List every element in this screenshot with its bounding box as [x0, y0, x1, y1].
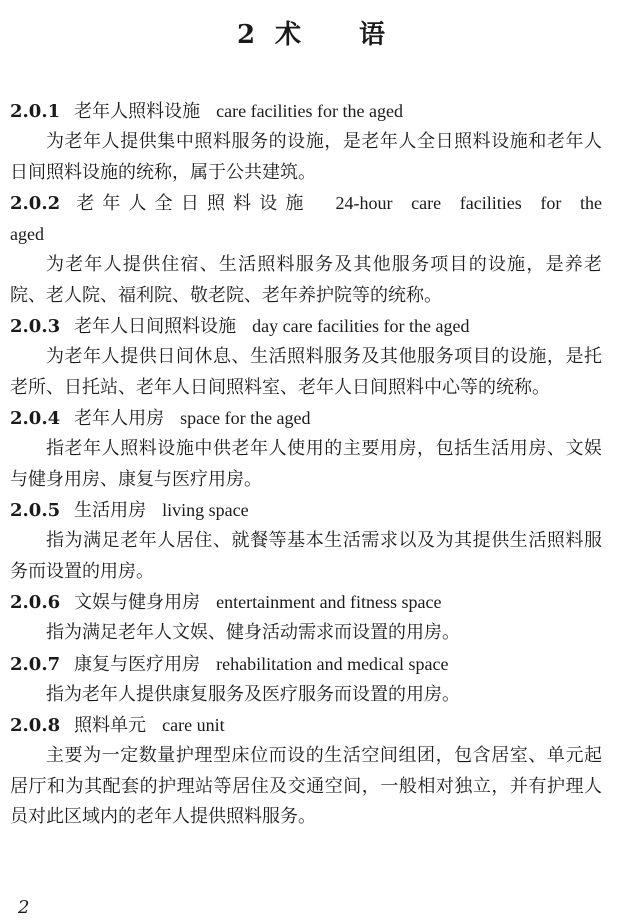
term-english: 24-hour care facilities for the aged — [10, 193, 602, 244]
term-entry — [10, 710, 602, 833]
term-english: space for the aged — [180, 408, 311, 428]
term-number: 2.0.1 — [10, 101, 61, 122]
term-english: day care facilities for the aged — [252, 316, 470, 336]
term-heading — [10, 188, 602, 250]
term-heading — [10, 649, 602, 680]
term-number: 2.0.8 — [10, 715, 61, 736]
term-english: care facilities for the aged — [216, 101, 403, 121]
term-definition: 指为满足老年人文娱、健身活动需求而设置的用房。 — [46, 622, 460, 643]
term-number: 2.0.6 — [10, 592, 61, 613]
term-english: rehabilitation and medical space — [216, 653, 449, 674]
term-entry — [10, 587, 602, 649]
term-definition: 指老年人照料设施中供老年人使用的主要用房，包括生活用房、文娱与健身用房、康复与医疗用房。 — [10, 438, 602, 490]
term-chinese: 老年人日间照料设施 — [74, 316, 237, 337]
term-chinese: 老年人照料设施 — [74, 101, 201, 122]
term-definition: 为老年人提供住宿、生活照料服务及其他服务项目的设施，是养老院、老人院、福利院、敬老院、老年养护院等的统称。 — [10, 254, 602, 306]
term-definition: 为老年人提供集中照料服务的设施，是老年人全日照料设施和老年人日间照料设施的统称，属于公共建筑。 — [10, 131, 602, 183]
term-entry — [10, 403, 602, 495]
term-entry — [10, 188, 602, 311]
term-heading — [10, 96, 602, 127]
term-number: 2.0.7 — [10, 653, 61, 675]
term-number: 2.0.2 — [10, 193, 61, 214]
term-definition: 主要为一定数量护理型床位而设的生活空间组团，包含居室、单元起居厅和为其配套的护理站等居住及交通空间，一般相对独立，并有护理人员对此区域内的老年人提供照料服务。 — [10, 745, 602, 827]
chapter-title — [0, 14, 624, 51]
terms-list — [10, 96, 602, 833]
term-chinese: 康复与医疗用房 — [74, 653, 201, 675]
term-chinese: 照料单元 — [74, 715, 147, 736]
term-english: entertainment and fitness space — [216, 592, 442, 612]
term-english: care unit — [162, 715, 225, 735]
term-heading — [10, 311, 602, 342]
term-number: 2.0.4 — [10, 408, 61, 429]
term-heading — [10, 587, 602, 618]
term-chinese: 老年人全日照料设施 — [74, 193, 312, 214]
term-number: 2.0.5 — [10, 500, 61, 521]
term-heading — [10, 403, 602, 434]
term-definition: 指为满足老年人居住、就餐等基本生活需求以及为其提供生活照料服务而设置的用房。 — [10, 530, 602, 582]
term-entry — [10, 495, 602, 587]
chapter-title-char-2: 语 — [359, 20, 388, 50]
term-definition: 指为老年人提供康复服务及医疗服务而设置的用房。 — [46, 683, 460, 705]
term-chinese: 老年人用房 — [74, 408, 165, 429]
term-definition: 为老年人提供日间休息、生活照料服务及其他服务项目的设施，是托老所、日托站、老年人日间照料室、老年人日间照料中心等的统称。 — [10, 346, 602, 398]
term-chinese: 生活用房 — [74, 500, 147, 521]
term-heading — [10, 495, 602, 526]
term-chinese: 文娱与健身用房 — [74, 592, 201, 613]
term-entry — [10, 649, 602, 711]
chapter-number: 2 — [236, 20, 258, 50]
page-number: 2 — [18, 897, 30, 918]
term-number: 2.0.3 — [10, 316, 61, 337]
term-english: living space — [162, 500, 249, 520]
term-entry — [10, 96, 602, 188]
term-heading — [10, 710, 602, 741]
term-entry — [10, 311, 602, 403]
chapter-title-char-1: 术 — [275, 20, 304, 50]
